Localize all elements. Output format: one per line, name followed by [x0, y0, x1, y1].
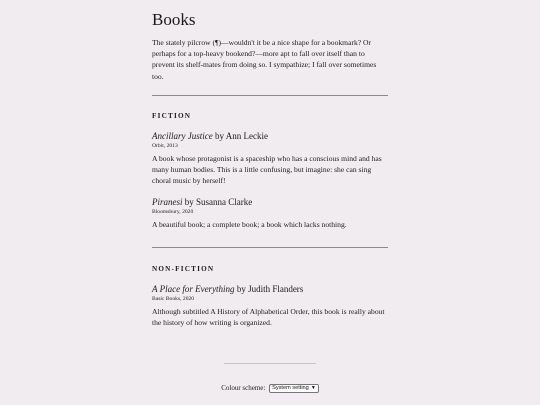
book-title: A Place for Everything — [152, 284, 235, 294]
book-entry — [152, 130, 388, 187]
footer-divider — [224, 363, 316, 364]
section-fiction — [152, 111, 388, 121]
section-heading: NON-FICTION — [152, 265, 215, 273]
by-text: by — [212, 131, 226, 141]
book-description: Although subtitled A History of Alphabetical Order, this book is really about the history of how writing is organized. — [152, 307, 385, 328]
book-author: Judith Flanders — [248, 284, 304, 294]
intro-paragraph: The stately pilcrow (¶)—wouldn't it be a nice shape for a bookmark? Or perhaps for a top-heavy bookend?—more apt to fall over itself than to prevent its shelf-mates from doing so. I sympathize; I fall over sometimes too. — [152, 38, 377, 81]
book-description: A book whose protagonist is a spaceship who has a conscious mind and has many human bodies. This is a little confusing, but imagine: she can sing choral music by herself! — [152, 154, 382, 186]
book-entry — [152, 283, 388, 328]
by-text: by — [182, 197, 196, 207]
colour-scheme-select[interactable] — [269, 384, 319, 393]
book-author: Susanna Clarke — [196, 197, 253, 207]
book-heading — [152, 196, 388, 208]
book-author: Ann Leckie — [225, 131, 268, 141]
chevron-down-icon: ▼ — [310, 384, 316, 391]
book-meta: Basic Books, 2020 — [152, 296, 195, 302]
colour-scheme-value: System setting — [272, 384, 309, 391]
book-entry — [152, 196, 388, 230]
book-meta: Bloomsbury, 2020 — [152, 209, 194, 215]
by-text: by — [234, 284, 249, 294]
section-divider — [152, 247, 388, 248]
section-divider — [152, 95, 388, 96]
footer — [0, 383, 540, 393]
colour-scheme-label: Colour scheme: — [221, 384, 266, 392]
page-title: Books — [152, 10, 196, 29]
book-title: Ancillary Justice — [152, 131, 213, 141]
book-title: Piranesi — [152, 197, 183, 207]
book-heading — [152, 130, 388, 142]
book-heading — [152, 283, 388, 295]
book-meta: Orbit, 2013 — [152, 143, 178, 149]
book-description: A beautiful book; a complete book; a book which lacks nothing. — [152, 220, 347, 229]
section-heading: FICTION — [152, 112, 192, 120]
section-non-fiction — [152, 264, 388, 274]
